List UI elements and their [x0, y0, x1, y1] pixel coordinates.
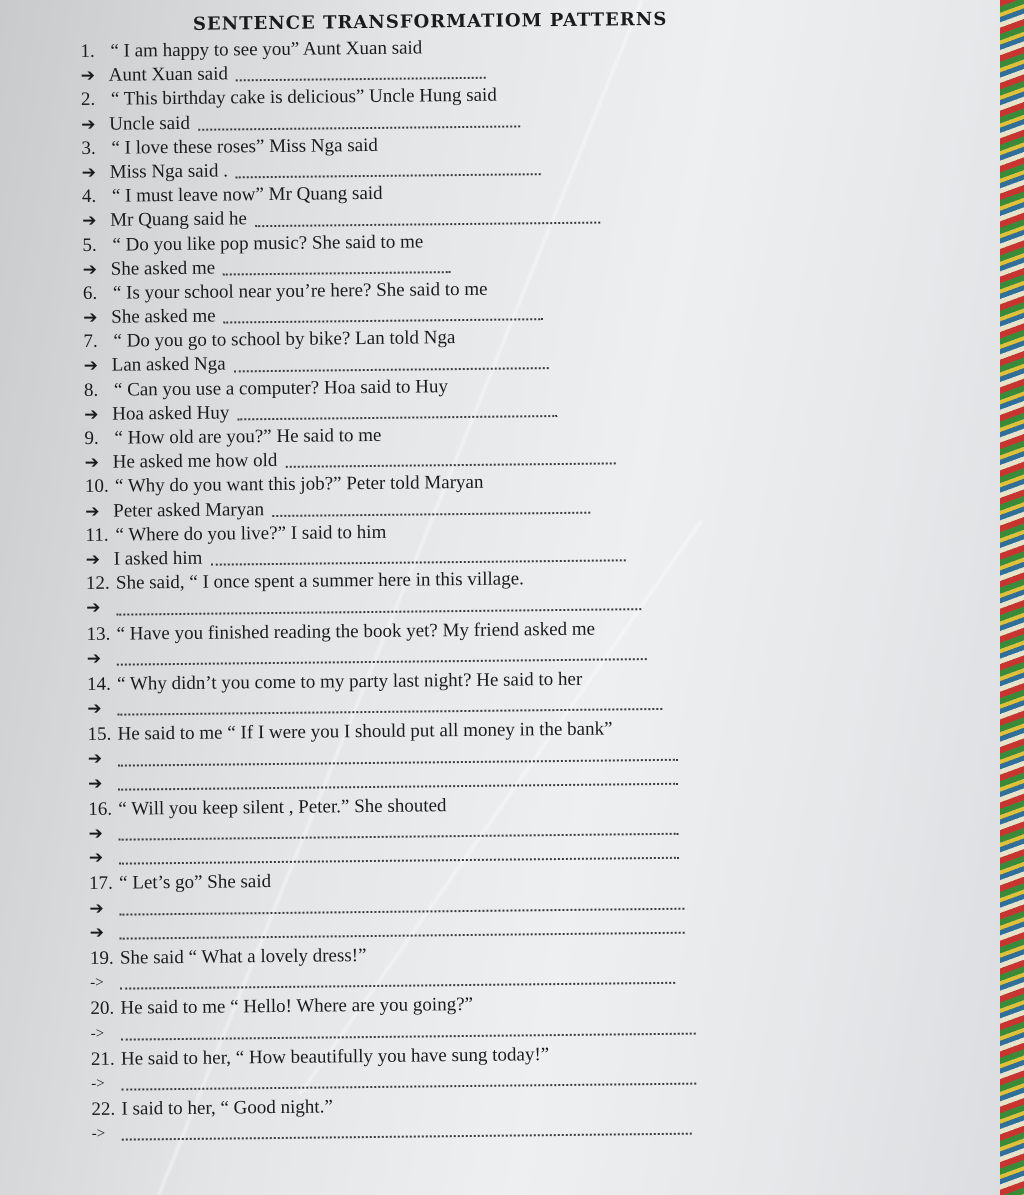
question-number: 1. [80, 40, 95, 62]
question-text: He said to me “ Hello! Where are you going?” [120, 994, 474, 1019]
answer-prefix: Mr Quang said he [110, 208, 247, 232]
answer-blank[interactable] [119, 906, 684, 915]
answer-blank[interactable] [120, 981, 675, 990]
answer-blank[interactable] [121, 1031, 696, 1040]
arrow-icon: -> [90, 1025, 105, 1042]
question-text: She said, “ I once spent a summer here in this village. [115, 568, 524, 594]
answer-blank[interactable] [120, 931, 685, 940]
arrow-icon: ➔ [88, 847, 104, 869]
answer-blank[interactable] [119, 832, 679, 841]
arrow-icon: ➔ [83, 356, 99, 377]
question-number: 16. [88, 798, 113, 820]
question-text: “ This birthday cake is delicious” Uncle Hung said [110, 85, 497, 111]
question-text: “ Do you like pop music? She said to me [112, 230, 424, 256]
arrow-icon: ➔ [81, 114, 96, 135]
question-number: 21. [90, 1048, 115, 1070]
question-text: “ Will you keep silent , Peter.” She shouted [118, 795, 447, 820]
question-text: “ Do you go to school by bike? Lan told Nga [113, 327, 456, 352]
arrow-icon: -> [91, 1126, 106, 1143]
answer-prefix: She asked me [110, 257, 216, 280]
question-number: 13. [86, 623, 111, 645]
answer-blank[interactable] [210, 558, 625, 565]
answer-prefix: Miss Nga said . [109, 160, 229, 183]
arrow-icon: ➔ [84, 453, 100, 474]
answer-blank[interactable] [272, 510, 590, 516]
answer-blank[interactable] [237, 414, 557, 420]
arrow-icon: -> [91, 1075, 105, 1092]
arrow-icon: ➔ [85, 501, 100, 522]
answer-blank[interactable] [223, 270, 451, 275]
arrow-icon: ➔ [89, 898, 104, 919]
question-number: 15. [87, 723, 112, 746]
answer-prefix: Hoa asked Huy [112, 402, 230, 425]
question-text: “ Where do you live?” I said to him [115, 521, 387, 546]
arrow-icon: ➔ [83, 307, 98, 329]
question-text: “ How old are you?” He said to me [114, 424, 382, 449]
answer-blank[interactable] [116, 607, 641, 615]
answer-prefix: Uncle said [109, 112, 191, 135]
question-text: I said to her, “ Good night.” [121, 1096, 333, 1120]
question-text: “ Why do you want this job?” Peter told Maryan [114, 472, 484, 498]
answer-blank[interactable] [255, 220, 600, 227]
answer-blank[interactable] [224, 317, 544, 323]
answer-blank[interactable] [121, 1082, 696, 1091]
question-number: 2. [80, 89, 96, 111]
question-number: 7. [83, 331, 98, 353]
fabric-background [1000, 0, 1024, 1195]
answer-blank[interactable] [119, 856, 679, 865]
answer-prefix: Peter asked Maryan [113, 498, 265, 522]
answer-blank[interactable] [118, 757, 678, 766]
question-number: 11. [85, 524, 109, 546]
answer-blank[interactable] [198, 124, 520, 130]
question-number: 9. [84, 427, 99, 449]
arrow-icon: ➔ [85, 549, 101, 570]
question-text: He said to her, “ How beautifully you have sung today!” [120, 1043, 550, 1070]
question-text: “ Can you use a computer? Hoa said to Huy [113, 375, 449, 401]
arrow-icon: ➔ [87, 749, 103, 770]
arrow-icon: ➔ [89, 922, 104, 943]
arrow-icon: -> [90, 974, 104, 992]
question-text: “ Let’s go” She said [119, 871, 272, 895]
answer-prefix: I asked him [113, 547, 203, 570]
question-text: She said “ What a lovely dress!” [119, 944, 367, 969]
question-number: 10. [84, 476, 109, 498]
question-text: “ Is your school near you’re here? She said to me [112, 278, 488, 304]
arrow-icon: ➔ [82, 259, 98, 280]
arrow-icon: ➔ [87, 698, 102, 720]
arrow-icon: ➔ [81, 162, 97, 183]
question-number: 12. [85, 572, 110, 595]
question-number: 22. [91, 1098, 116, 1121]
question-text: “ Have you finished reading the book yet? My friend asked me [116, 618, 596, 645]
answer-blank[interactable] [236, 76, 486, 82]
answer-blank[interactable] [285, 462, 615, 468]
question-number: 5. [82, 234, 97, 256]
arrow-icon: ➔ [80, 66, 96, 87]
arrow-icon: ➔ [82, 211, 97, 232]
question-text: “ Why didn’t you come to my party last night? He said to her [116, 668, 583, 695]
answer-blank[interactable] [117, 657, 647, 666]
question-number: 20. [90, 998, 115, 1020]
arrow-icon: ➔ [87, 773, 103, 794]
arrow-icon: ➔ [84, 404, 99, 425]
answer-prefix: She asked me [111, 305, 216, 328]
question-number: 3. [81, 137, 96, 159]
question-number: 4. [81, 185, 97, 208]
worksheet-title: SENTENCE TRANSFORMATIOM PATTERNS [192, 8, 668, 35]
answer-prefix: Lan asked Nga [111, 353, 226, 377]
question-number: 19. [89, 947, 114, 969]
arrow-icon: ➔ [88, 823, 103, 844]
answer-blank[interactable] [117, 707, 662, 716]
arrow-icon: ➔ [86, 598, 101, 619]
answer-blank[interactable] [118, 782, 678, 791]
question-number: 14. [86, 673, 111, 695]
answer-prefix: Aunt Xuan said [108, 63, 229, 86]
answer-blank[interactable] [234, 366, 549, 372]
question-text: He said to me “ If I were you I should put all money in the bank” [117, 718, 613, 745]
arrow-icon: ➔ [86, 648, 102, 669]
question-text: “ I am happy to see you” Aunt Xuan said [110, 37, 423, 62]
answer-blank[interactable] [122, 1132, 692, 1141]
question-number: 8. [83, 379, 99, 401]
question-number: 17. [89, 873, 113, 895]
worksheet-content [80, 5, 732, 1146]
answer-prefix: He asked me how old [112, 450, 278, 473]
question-text: “ I love these roses” Miss Nga said [111, 134, 378, 159]
question-number: 6. [82, 282, 98, 304]
question-text: “ I must leave now” Mr Quang said [111, 182, 383, 207]
answer-blank[interactable] [236, 172, 541, 178]
